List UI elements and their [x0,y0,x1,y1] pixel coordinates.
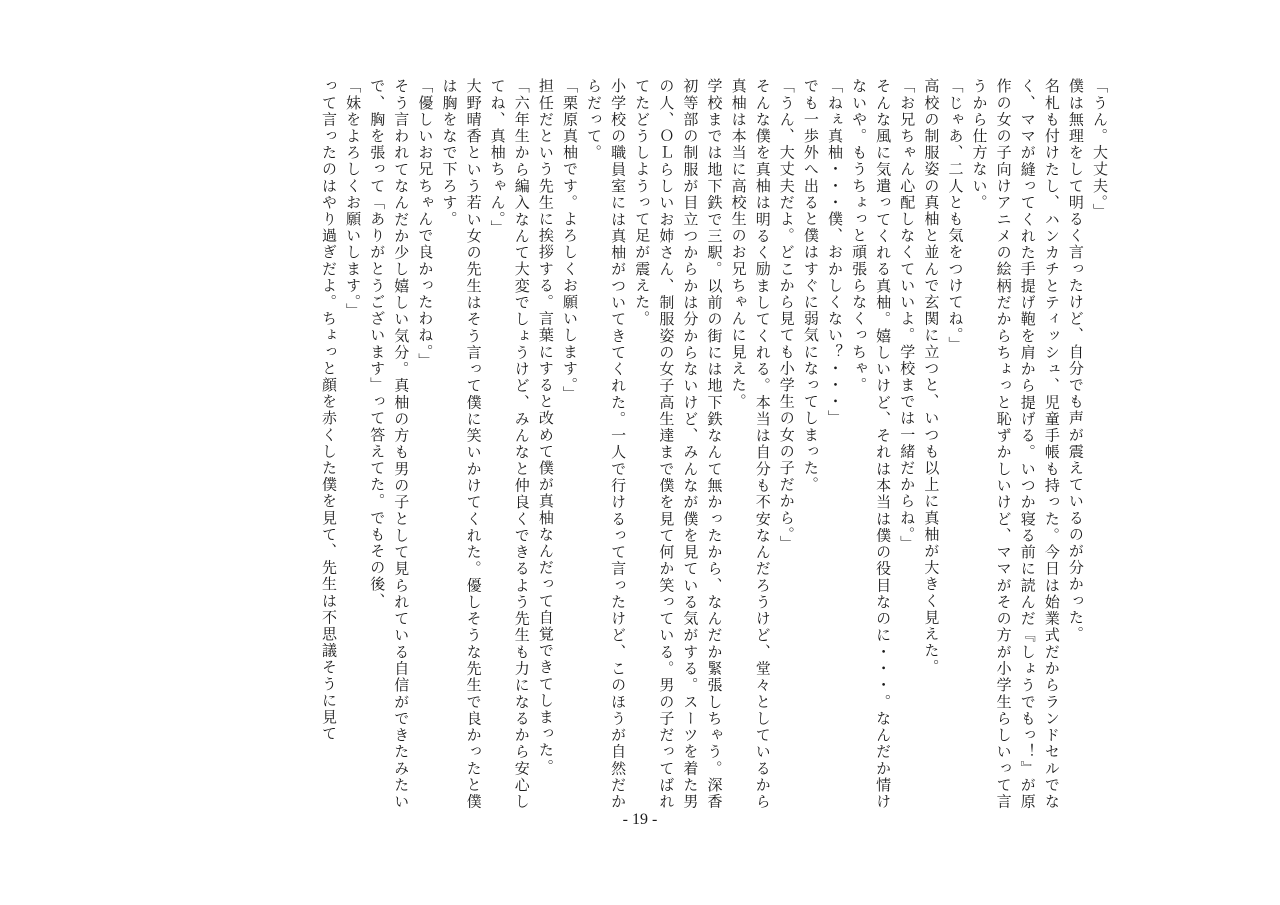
paragraph: 「うん。大丈夫。」 [1091,78,1109,220]
paragraph: 「六年生から編入なんて大変でしょうけど、みんなと仲良くできるよう先生も力になるから安心してね、真柚ちゃん。」 [488,78,531,810]
page-number: - 19 - [622,811,658,828]
paragraph: 担任だという先生に挨拶する。言葉にすると改めて僕が真柚なんだって自覚できてしまった。 [536,78,555,776]
paragraph: 「じゃあ、二人とも気をつけてね。」 [946,78,965,353]
paragraph: 「妹をよろしくお願いします。」 [344,78,363,320]
paragraph: 高校の制服姿の真柚と並んで玄関に立つと、いつも以上に真柚が大きく見えた。 [922,78,941,676]
paragraph: 「うん、大丈夫だよ。どこから見ても小学生の女の子だから。」 [777,78,796,552]
paragraph: 大野晴香という若い女の先生はそう言って僕に笑いかけてくれた。優しそうな先生で良かったと僕は胸をなで下ろす。 [440,78,483,810]
paragraph: でも一歩外へ出ると僕はすぐに弱気になってしまった。 [801,78,820,493]
paragraph: そんな風に気遣ってくれる真柚。嬉しいけど、それは本当は僕の役目なのに・・・。なんだか情けないや。もうちょっと頑張らなくっちゃ。 [850,78,893,810]
paragraph: そんな僕を真柚は明るく励ましてくれる。本当は自分も不安なんだろうけど、堂々としているから真柚は本当に高校生のお兄ちゃんに見えた。 [729,78,772,810]
paragraph: 「優しいお兄ちゃんで良かったわね。」 [416,78,435,370]
paragraph: 僕は無理をして明るく言ったけど、自分でも声が震えているのが分かった。 [1066,78,1085,643]
body-text [108,78,1112,810]
paragraph: 小学校の職員室には真柚がついてきてくれた。一人で行けるって言ったけど、このほうが自然だからだって。 [585,78,628,810]
paragraph: 名札も付けたし、ハンカチとティッシュ、児童手帳も持った。今日は始業式だからランドセルでなく、ママが縫ってくれた手提げ鞄を肩から提げる。いつか寝る前に読んだ『しょうでもっ！』が原作の女の子向けアニメの絵柄だからちょっと恥ずかしいけど、ママがその方が小学生らしいって言うから仕方ない。 [970,78,1061,810]
paragraph: 学校までは地下鉄で三駅。以前の街には地下鉄なんて無かったから、なんだか緊張しちゃう。深香初等部の制服が目立つからかは分からないけど、みんなが僕を見ている気がする。スーツを着た男の人、ＯＬらしいお姉さん、制服姿の女子高生達まで僕を見て何か笑っている。男の子だってばれてたどうしようって足が震えた。 [633,78,724,810]
paragraph: 「栗原真柚です。よろしくお願いします。」 [560,78,579,403]
paragraph: 「お兄ちゃん心配しなくていいよ。学校までは一緒だからね。」 [898,78,917,552]
paragraph: 「ねぇ真柚・・・僕、おかしくない？・・・」 [825,78,844,427]
paragraph: って言ったのはやり過ぎだよ。ちょっと顔を赤くした僕を見て、先生は不思議そうに見て [320,78,338,742]
paragraph: そう言われてなんだか少し嬉しい気分。真柚の方も男の子として見られている自信ができたみたいで、胸を張って「ありがとうございます」って答えてた。でもその後、 [368,78,411,810]
